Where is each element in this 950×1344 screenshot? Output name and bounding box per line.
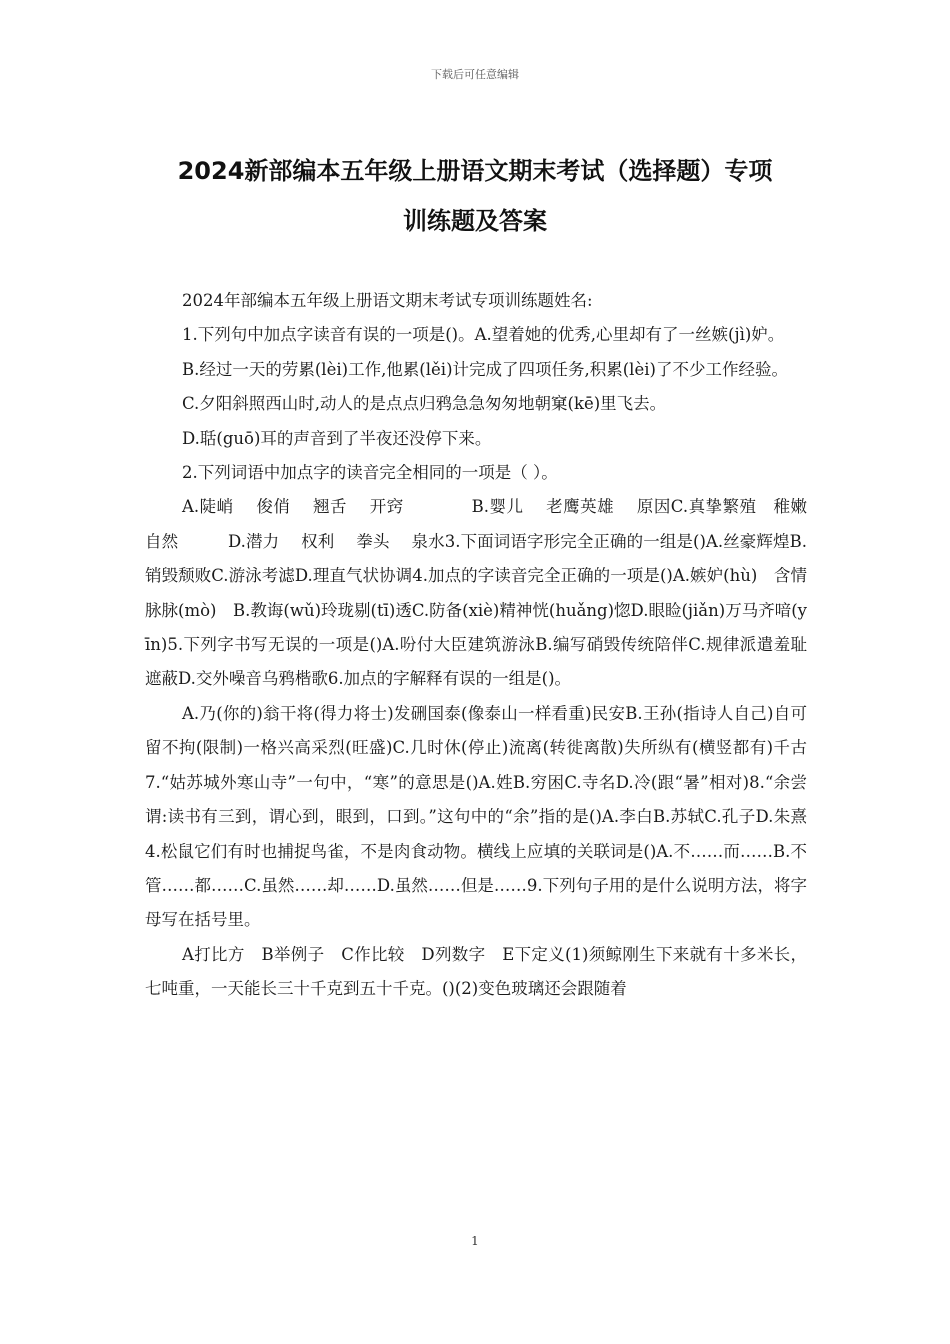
page-number: 1 (471, 1234, 479, 1248)
paragraph: A.陡峭 俊俏 翘舌 开窍 B.婴儿 老鹰英雄 原因C.真挚繁殖 稚嫩 自然 D.潜力 权利 拳头 泉水3.下面词语字形完全正确的一组是()A.丝豪辉煌B.销毁颓败C.游泳考滤D.理直气状协调4.加点的字读音完全正确的一项是()A.嫉妒(hù) 含情脉脉(mò) B.教诲(wǔ)玲珑剔(tī)透C.防备(xiè)精神恍(huǎng)惚D.眼睑(jiǎn)万马齐喑(yīn)5.下列字书写无误的一项是()A.吩付大臣建筑游泳B.编写硝毁传统陪伴C.规律派遣羞耻遮蔽D.交外噪音乌鸦楷歌6.加点的字解释有误的一组是()。 (145, 497, 829, 689)
paragraph: A打比方 B举例子 C作比较 D列数字 E下定义(1)须鲸刚生下来就有十多米长，七吨重，一天能长三十千克到五十千克。()(2)变色玻璃还会跟随着 (145, 944, 807, 999)
document-title-line-2: 训练题及答案 (403, 207, 547, 235)
header-note: 下载后可任意编辑 (431, 68, 519, 81)
paragraph: D.聒(guō)耳的声音到了半夜还没停下来。 (182, 428, 492, 448)
paragraph: A.乃(你的)翁干将(得力将士)发硎国泰(像泰山一样看重)民安B.王孙(指诗人自己)自可留不拘(限制)一格兴高采烈(旺盛)C.几时休(停止)流离(转徙离散)失所纵有(横竖都有)千古7.“姑苏城外寒山寺”一句中，“寒”的意思是()A.姓B.穷困C.寺名D.冷(跟“暑”相对)8.“余尝谓:读书有三到，谓心到，眼到，口到。”这句中的“余”指的是()A.李白B.苏轼C.孔子D.朱熹4.松鼠它们有时也捕捉鸟雀，不是肉食动物。横线上应填的关联词是()A.不……而……B.不管……都……C.虽然……却……D.虽然……但是……9.下列句子用的是什么说明方法，将字母写在括号里。 (145, 703, 807, 930)
paragraph: 2024年部编本五年级上册语文期末考试专项训练题姓名: (182, 291, 593, 310)
document-title-line-1: 2024新部编本五年级上册语文期末考试（选择题）专项 (177, 157, 773, 185)
paragraph: 1.下列句中加点字读音有误的一项是()。A.望着她的优秀,心里却有了一丝嫉(jì)妒。 (182, 325, 785, 345)
paragraph: B.经过一天的劳累(lèi)工作,他累(lěi)计完成了四项任务,积累(lèi)了不少工作经验。 (182, 359, 788, 379)
document-body (145, 284, 829, 1007)
paragraph: 2.下列词语中加点字的读音完全相同的一项是（ ）。 (182, 463, 558, 483)
document-title (120, 146, 830, 246)
paragraph: C.夕阳斜照西山时,动人的是点点归鸦急急匆匆地朝窠(kē)里飞去。 (182, 394, 667, 414)
